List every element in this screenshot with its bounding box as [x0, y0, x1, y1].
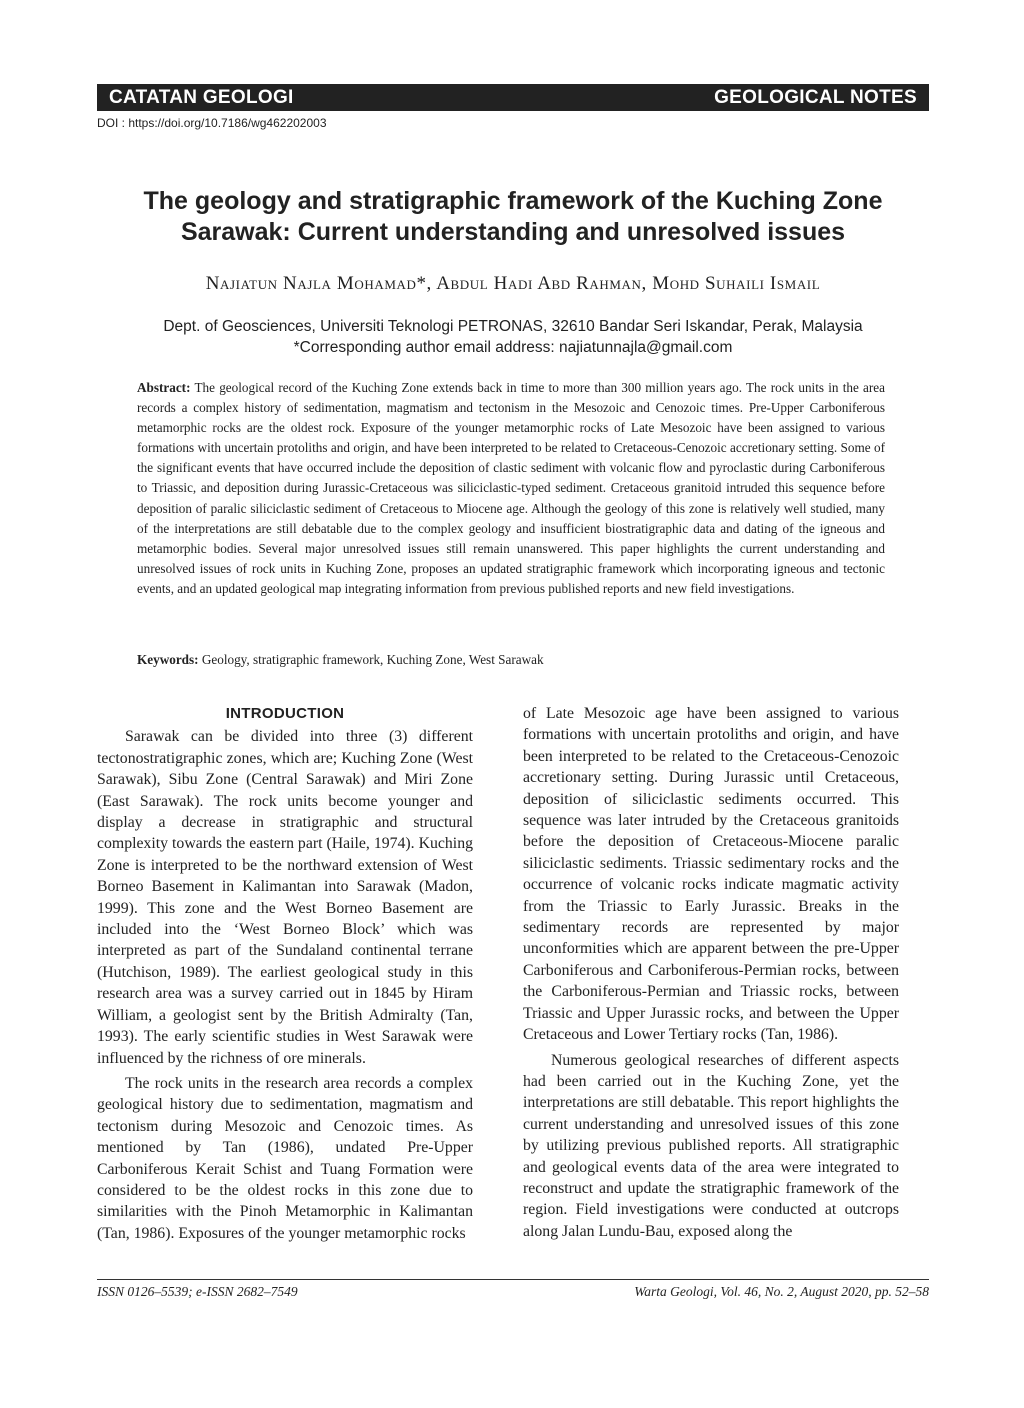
- affiliation: [97, 316, 929, 358]
- section-label-malay: CATATAN GEOLOGI: [109, 86, 294, 108]
- keywords: [137, 650, 885, 670]
- keywords-label: Keywords:: [137, 652, 199, 667]
- abstract-text: The geological record of the Kuching Zone extends back in time to more than 300 million years ago. The rock units in the area records a complex history of sedimentation, magmatism and tectonism in the Mesozoic and Cenozoic times. Pre-Upper Carboniferous metamorphic rocks are the oldest rock. Exposure of the younger metamorphic rocks of Late Mesozoic have been assigned to various formations with uncertain protoliths and origin, and have been interpreted to be related to Cretaceous-Cenozoic accretionary setting. Some of the significant events that have occurred include the deposition of clastic sediment with volcanic flow and pyroclastic during Carboniferous to Triassic, and deposition during Jurassic-Cretaceous was siliciclastic-typed sediment. Cretaceous granitoid intruded this sequence before deposition of paralic siliciclastic sediment of Cretaceous to Miocene age. Although the geology of this zone is relatively well studied, many of the interpretations are still debatable due to the complex geology and insufficient biostratigraphic data and dating of the igneous and metamorphic bodies. Several major unresolved issues still remain unanswered. This paper highlights the current understanding and unresolved issues of rock units in Kuching Zone, proposes an updated stratigraphic framework which incorporating igneous and tectonic events, and an updated geological map integrating information from previous published reports and new field investigations.: [137, 380, 886, 596]
- abstract-label: Abstract:: [137, 380, 191, 395]
- doi-link[interactable]: DOI : https://doi.org/10.7186/wg462202003: [97, 116, 327, 130]
- title-line-1: The geology and stratigraphic framework of the Kuching Zone: [143, 187, 883, 215]
- intro-paragraph-1: Sarawak can be divided into three (3) different tectonostratigraphic zones, which are; Kuching Zone (West Sarawak), Sibu Zone (Central Sarawak) and Miri Zone (East Sarawak). The rock units become younger and display a decrease in stratigraphic and structural complexity towards the eastern part (Haile, 1974). Kuching Zone is interpreted to be the northward extension of West Borneo Basement in Kalimantan into Sarawak (Madon, 1999). This zone and the West Borneo Basement are included into the ‘West Borneo Block’ which was interpreted as part of the Sundaland continental terrane (Hutchison, 1989). The earliest geological study in this research area was a survey carried out in 1845 by Hiram William, a geologist sent by the British Admiralty (Tan, 1993). The early scientific studies in West Sarawak were influenced by the richness of ore minerals.: [97, 728, 473, 1067]
- intro-paragraph-2-continued: of Late Mesozoic age have been assigned to various formations with uncertain protoliths and origin, and have been interpreted to be related to the Cretaceous-Cenozoic accretionary setting. During Jurassic until Cretaceous, deposition of siliciclastic sediments occurred. This sequence was later intruded by the Cretaceous granitoids before the deposition of Cretaceous-Miocene paralic siliciclastic sediments. Triassic sedimentary rocks and the occurrence of volcanic rocks indicate magmatic activity from the Triassic to Early Jurassic. Breaks in the sedimentary records are represented by major unconformities which are apparent between the pre-Upper Carboniferous and Carboniferous-Permian rocks, between the Carboniferous-Permian and Triassic rocks, between Triassic and Upper Jurassic rocks, and between the Upper Cretaceous and Lower Tertiary rocks (Tan, 1986).: [523, 705, 899, 1044]
- keywords-text: Geology, stratigraphic framework, Kuching Zone, West Sarawak: [201, 652, 544, 667]
- body-column-right: [523, 703, 899, 1242]
- body-column-left: [97, 703, 473, 1244]
- corresponding-email: *Corresponding author email address: najiatunnajla@gmail.com: [293, 339, 733, 356]
- intro-paragraph-3: Numerous geological researches of different aspects had been carried out in the Kuching Zone, yet the interpretations are still debatable. This report highlights the current understanding and unresolved issues of this zone by utilizing previous published reports. All stratigraphic and geological events data of the area were integrated to reconstruct and update the stratigraphic framework of the region. Field investigations were conducted at outcrops along Jalan Lundu-Bau, exposed along the: [523, 1051, 899, 1240]
- footer-divider: [97, 1279, 929, 1280]
- section-heading-introduction: INTRODUCTION: [225, 705, 345, 722]
- section-label-english: GEOLOGICAL NOTES: [714, 86, 917, 108]
- footer-citation: Warta Geologi, Vol. 46, No. 2, August 2020, pp. 52–58: [634, 1284, 929, 1299]
- intro-paragraph-2: The rock units in the research area records a complex geological history due to sedimentation, magmatism and tectonism during Mesozoic and Cenozoic times. As mentioned by Tan (1986), undated Pre-Upper Carboniferous Kerait Schist and Tuang Formation were considered to be the oldest rocks in this zone due to similarities with the Pinoh Metamorphic in Kalimantan (Tan, 1986). Exposures of the younger metamorphic rocks: [97, 1074, 473, 1242]
- author-list: Najiatun Najla Mohamad*, Abdul Hadi Abd Rahman, Mohd Suhaili Ismail: [205, 273, 821, 294]
- abstract: [137, 378, 885, 599]
- title-line-2: Sarawak: Current understanding and unresolved issues: [180, 218, 846, 246]
- paper-title: [97, 186, 929, 248]
- journal-header-bar: [97, 84, 929, 111]
- affiliation-line: Dept. of Geosciences, Universiti Teknologi PETRONAS, 32610 Bandar Seri Iskandar, Perak, Malaysia: [163, 318, 863, 335]
- footer-issn: ISSN 0126–5539; e-ISSN 2682–7549: [97, 1284, 298, 1299]
